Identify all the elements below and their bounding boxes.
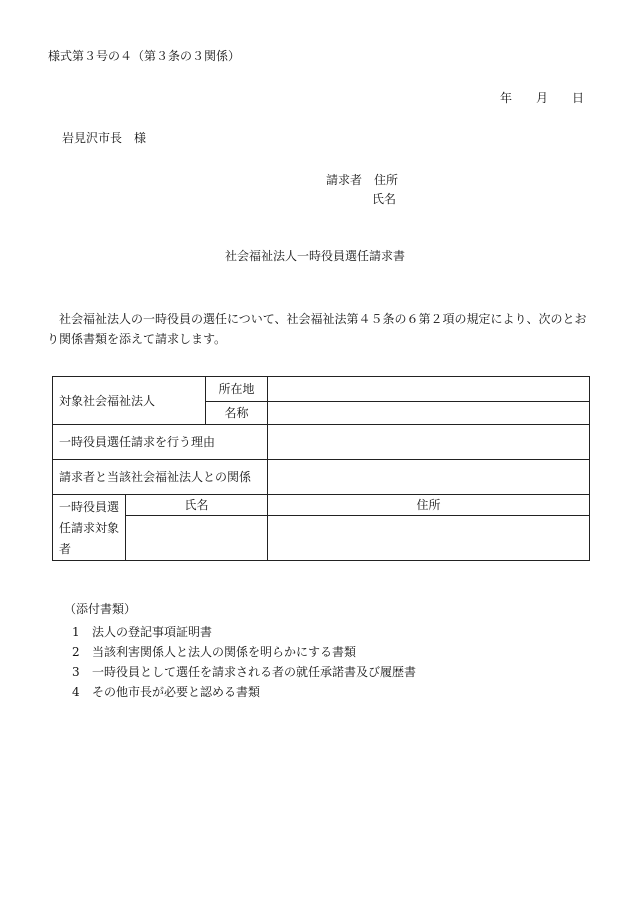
requester-address-line: [326, 172, 398, 188]
date-month-label: 月: [536, 91, 549, 105]
requester-label: 請求者: [326, 173, 363, 187]
attachment-number: 2: [72, 645, 80, 659]
corp-name-field[interactable]: [268, 402, 590, 425]
requester-name-label: 氏名: [372, 192, 397, 206]
addressee-honorific: 様: [134, 131, 147, 145]
attachment-item: [72, 662, 416, 682]
attachment-item: [72, 622, 416, 642]
attachment-number: 4: [72, 685, 80, 699]
addressee: [62, 130, 146, 146]
relation-field[interactable]: [268, 460, 590, 495]
date-year-label: 年: [500, 91, 513, 105]
person-name-field[interactable]: [126, 515, 268, 560]
relation-label: 請求者と当該社会福祉法人との関係: [53, 460, 268, 495]
person-address-field[interactable]: [268, 515, 590, 560]
target-corp-label: 対象社会福祉法人: [53, 377, 206, 425]
corp-location-label: 所在地: [206, 377, 268, 402]
date-day-label: 日: [572, 91, 585, 105]
requester-address-label: 住所: [374, 173, 399, 187]
document-title: 社会福祉法人一時役員選任請求書: [224, 249, 405, 263]
attachment-text: 法人の登記事項証明書: [92, 625, 213, 639]
date-line: [500, 90, 584, 106]
attachment-text: 一時役員として選任を請求される者の就任承諾書及び履歴書: [92, 665, 417, 679]
attachments-heading: （添付書類）: [64, 602, 137, 616]
attachment-item: [72, 642, 416, 662]
addressee-name: 岩見沢市長: [62, 131, 123, 145]
attachment-number: 3: [72, 665, 80, 679]
request-details-table: [52, 376, 590, 561]
target-person-label: 一時役員選任請求対象者: [53, 495, 126, 561]
form-number: 様式第３号の４（第３条の３関係）: [48, 49, 241, 63]
corp-name-label: 名称: [206, 402, 268, 425]
attachments-list: [72, 622, 416, 702]
reason-label: 一時役員選任請求を行う理由: [53, 425, 268, 460]
corp-location-field[interactable]: [268, 377, 590, 402]
attachment-number: 1: [72, 625, 80, 639]
attachment-text: その他市長が必要と認める書類: [92, 685, 261, 699]
person-address-header: 住所: [268, 495, 590, 516]
attachment-item: [72, 682, 416, 702]
reason-field[interactable]: [268, 425, 590, 460]
attachment-text: 当該利害関係人と法人の関係を明らかにする書類: [92, 645, 357, 659]
request-body-text: 社会福祉法人の一時役員の選任について、社会福祉法第４５条の６第２項の規定により、次のとおり関係書類を添えて請求します。: [47, 312, 587, 346]
person-name-header: 氏名: [126, 495, 268, 516]
